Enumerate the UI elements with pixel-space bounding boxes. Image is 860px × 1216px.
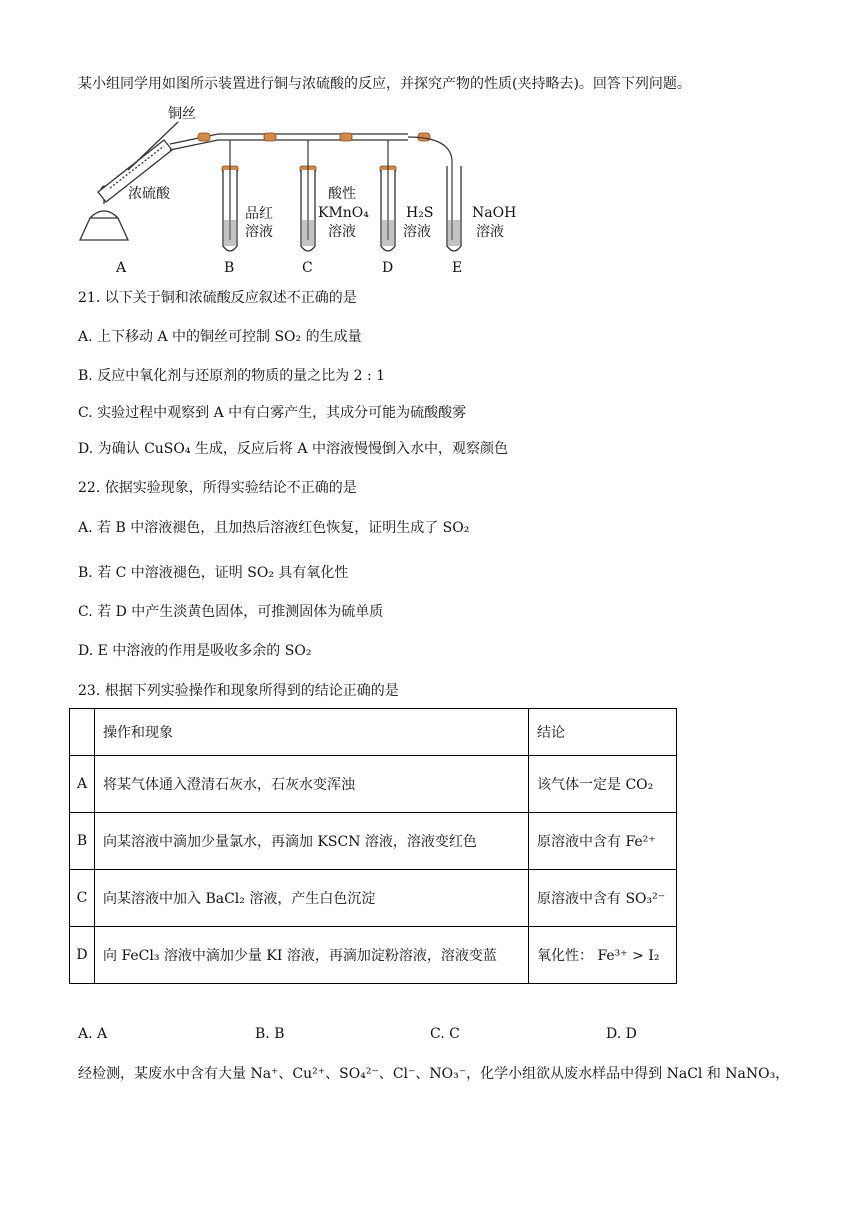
- q21-option-d: D. 为确认 CuSO₄ 生成，反应后将 A 中溶液慢慢倒入水中，观察颜色: [78, 441, 508, 457]
- label-letter-c: C: [302, 260, 313, 276]
- table-cell-operation: 向 FeCl₃ 溶液中滴加少量 KI 溶液，再滴加淀粉溶液，溶液变蓝: [95, 927, 529, 984]
- table-cell-conclusion: 氧化性： Fe³⁺ > I₂: [529, 927, 677, 984]
- label-letter-e: E: [452, 260, 463, 276]
- q21-option-b: B. 反应中氧化剂与还原剂的物质的量之比为 2 : 1: [78, 368, 386, 384]
- q22-stem: 22. 依据实验现象，所得实验结论不正确的是: [78, 480, 357, 496]
- table-cell-conclusion: 该气体一定是 CO₂: [529, 756, 677, 813]
- label-c-2: KMnO₄: [318, 205, 369, 221]
- q23-option-c: C. C: [430, 1026, 460, 1042]
- table-row: [70, 813, 677, 870]
- table-row: [70, 927, 677, 984]
- label-b-1: 品红: [245, 206, 273, 222]
- table-row: [70, 756, 677, 813]
- table-cell-operation: 向某溶液中滴加少量氯水，再滴加 KSCN 溶液，溶液变红色: [95, 813, 529, 870]
- q21-option-a: A. 上下移动 A 中的铜丝可控制 SO₂ 的生成量: [78, 329, 362, 345]
- q23-option-d: D. D: [606, 1026, 637, 1042]
- label-copper-wire: 铜丝: [168, 106, 196, 122]
- q21-option-c: C. 实验过程中观察到 A 中有白雾产生，其成分可能为硫酸酸雾: [78, 405, 467, 421]
- label-letter-b: B: [224, 260, 235, 276]
- table-cell-label: B: [70, 813, 95, 870]
- q23-table: [69, 708, 677, 984]
- table-cell-conclusion: 原溶液中含有 Fe²⁺: [529, 813, 677, 870]
- table-cell-operation: 将某气体通入澄清石灰水，石灰水变浑浊: [95, 756, 529, 813]
- q22-option-a: A. 若 B 中溶液褪色，且加热后溶液红色恢复，证明生成了 SO₂: [78, 520, 470, 536]
- label-d-2: 溶液: [403, 224, 431, 240]
- table-cell-conclusion: 原溶液中含有 SO₃²⁻: [529, 870, 677, 927]
- table-header-cell: 操作和现象: [95, 709, 529, 756]
- q22-option-c: C. 若 D 中产生淡黄色固体，可推测固体为硫单质: [78, 604, 384, 620]
- q23-option-b: B. B: [255, 1026, 285, 1042]
- label-c-1: 酸性: [328, 186, 356, 202]
- table-header-cell: 结论: [529, 709, 677, 756]
- label-letter-d: D: [382, 260, 394, 276]
- label-letter-a: A: [116, 260, 127, 276]
- label-d-1: H₂S: [406, 205, 434, 221]
- table-cell-label: A: [70, 756, 95, 813]
- intro-text: 某小组同学用如图所示装置进行铜与浓硫酸的反应，并探究产物的性质(夹持略去)。回答下列问题。: [78, 76, 691, 92]
- table-header-row: [70, 709, 677, 756]
- table-cell-label: C: [70, 870, 95, 927]
- table-cell-operation: 向某溶液中加入 BaCl₂ 溶液，产生白色沉淀: [95, 870, 529, 927]
- label-b-2: 溶液: [245, 224, 273, 240]
- label-c-3: 溶液: [328, 224, 356, 240]
- table-cell-label: D: [70, 927, 95, 984]
- label-conc-acid: 浓硫酸: [128, 186, 170, 202]
- q22-option-b: B. 若 C 中溶液褪色，证明 SO₂ 具有氧化性: [78, 565, 349, 581]
- label-e-2: 溶液: [476, 224, 504, 240]
- table-header-cell: [70, 709, 95, 756]
- q23-stem: 23. 根据下列实验操作和现象所得到的结论正确的是: [78, 683, 399, 699]
- label-e-1: NaOH: [472, 205, 517, 221]
- q21-stem: 21. 以下关于铜和浓硫酸反应叙述不正确的是: [78, 290, 357, 306]
- q22-option-d: D. E 中溶液的作用是吸收多余的 SO₂: [78, 643, 312, 659]
- table-row: [70, 870, 677, 927]
- q23-option-a: A. A: [78, 1026, 108, 1042]
- footer-text: 经检测，某废水中含有大量 Na⁺、Cu²⁺、SO₄²⁻、Cl⁻、NO₃⁻，化学小组欲从废水样品中得到 NaCl 和 NaNO₃，: [78, 1066, 790, 1082]
